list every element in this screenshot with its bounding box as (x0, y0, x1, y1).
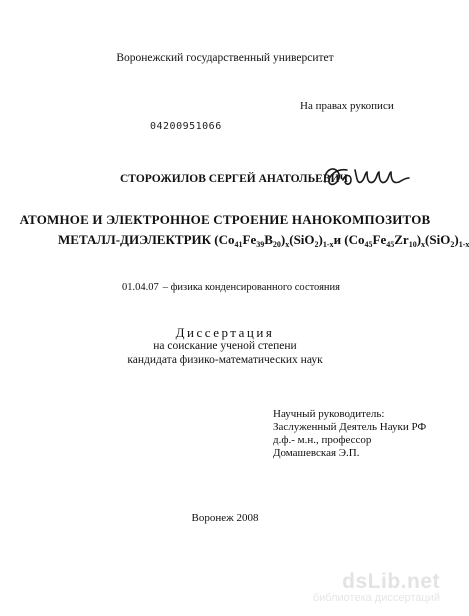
registration-code: 04200951066 (150, 121, 222, 132)
watermark-caption: библиотека диссертаций (312, 592, 440, 604)
title-text: МЕТАЛЛ-ДИЭЛЕКТРИК (Co (58, 232, 235, 247)
title-text: (SiO (425, 232, 451, 247)
title-subscript: 1-x (322, 240, 334, 249)
title-subscript: 45 (364, 240, 373, 249)
author-name: СТОРОЖИЛОВ СЕРГЕЙ АНАТОЛЬЕВИЧ (120, 173, 348, 185)
specialty-dash: – (162, 282, 168, 293)
title-text: B (264, 232, 273, 247)
title-text: ) (318, 232, 323, 247)
thesis-title-line2 (58, 232, 469, 248)
degree-line1: на соискание ученой степени (153, 340, 297, 352)
title-subscript: 2 (450, 240, 455, 249)
degree-line2: кандидата физико-математических наук (127, 354, 323, 366)
title-text: Fe (242, 232, 257, 247)
title-subscript: 39 (256, 240, 265, 249)
title-text: ) (280, 232, 286, 247)
title-subscript: 41 (234, 240, 243, 249)
advisor-degree: д.ф.- м.н., профессор (273, 434, 372, 446)
title-text: Zr (394, 232, 409, 247)
advisor-name: Домашевская Э.П. (273, 447, 360, 459)
watermark-logo: dsLib.net (342, 570, 440, 593)
city-year: Воронеж 2008 (191, 512, 259, 524)
title-subscript: 20 (272, 240, 281, 249)
dissertation-heading: Диссертация (175, 325, 275, 340)
title-subscript: 10 (408, 240, 417, 249)
advisor-label: Научный руководитель: (273, 408, 385, 420)
university-name: Воронежский государственный университет (116, 52, 334, 64)
title-subscript: 2 (314, 240, 319, 249)
title-subscript: x (285, 240, 290, 249)
title-text: (SiO (289, 232, 315, 247)
watermark (313, 570, 440, 604)
specialty-code: 01.04.07 (122, 282, 159, 293)
author-signature (321, 160, 411, 196)
advisor-title: Заслуженный Деятель Науки РФ (273, 421, 427, 433)
thesis-title-line1: АТОМНОЕ И ЭЛЕКТРОННОЕ СТРОЕНИЕ НАНОКОМПОЗИТОВ (19, 212, 431, 227)
specialty (122, 282, 340, 293)
title-text: и (Co (333, 232, 365, 247)
title-subscript: x (421, 240, 426, 249)
title-text: ) (416, 232, 422, 247)
title-text: ) (454, 232, 459, 247)
specialty-name: физика конденсированного состояния (170, 282, 340, 293)
title-subscript: 45 (386, 240, 395, 249)
rights-note: На правах рукописи (300, 100, 394, 112)
title-subscript: 1-x (458, 240, 469, 249)
title-text: Fe (372, 232, 387, 247)
